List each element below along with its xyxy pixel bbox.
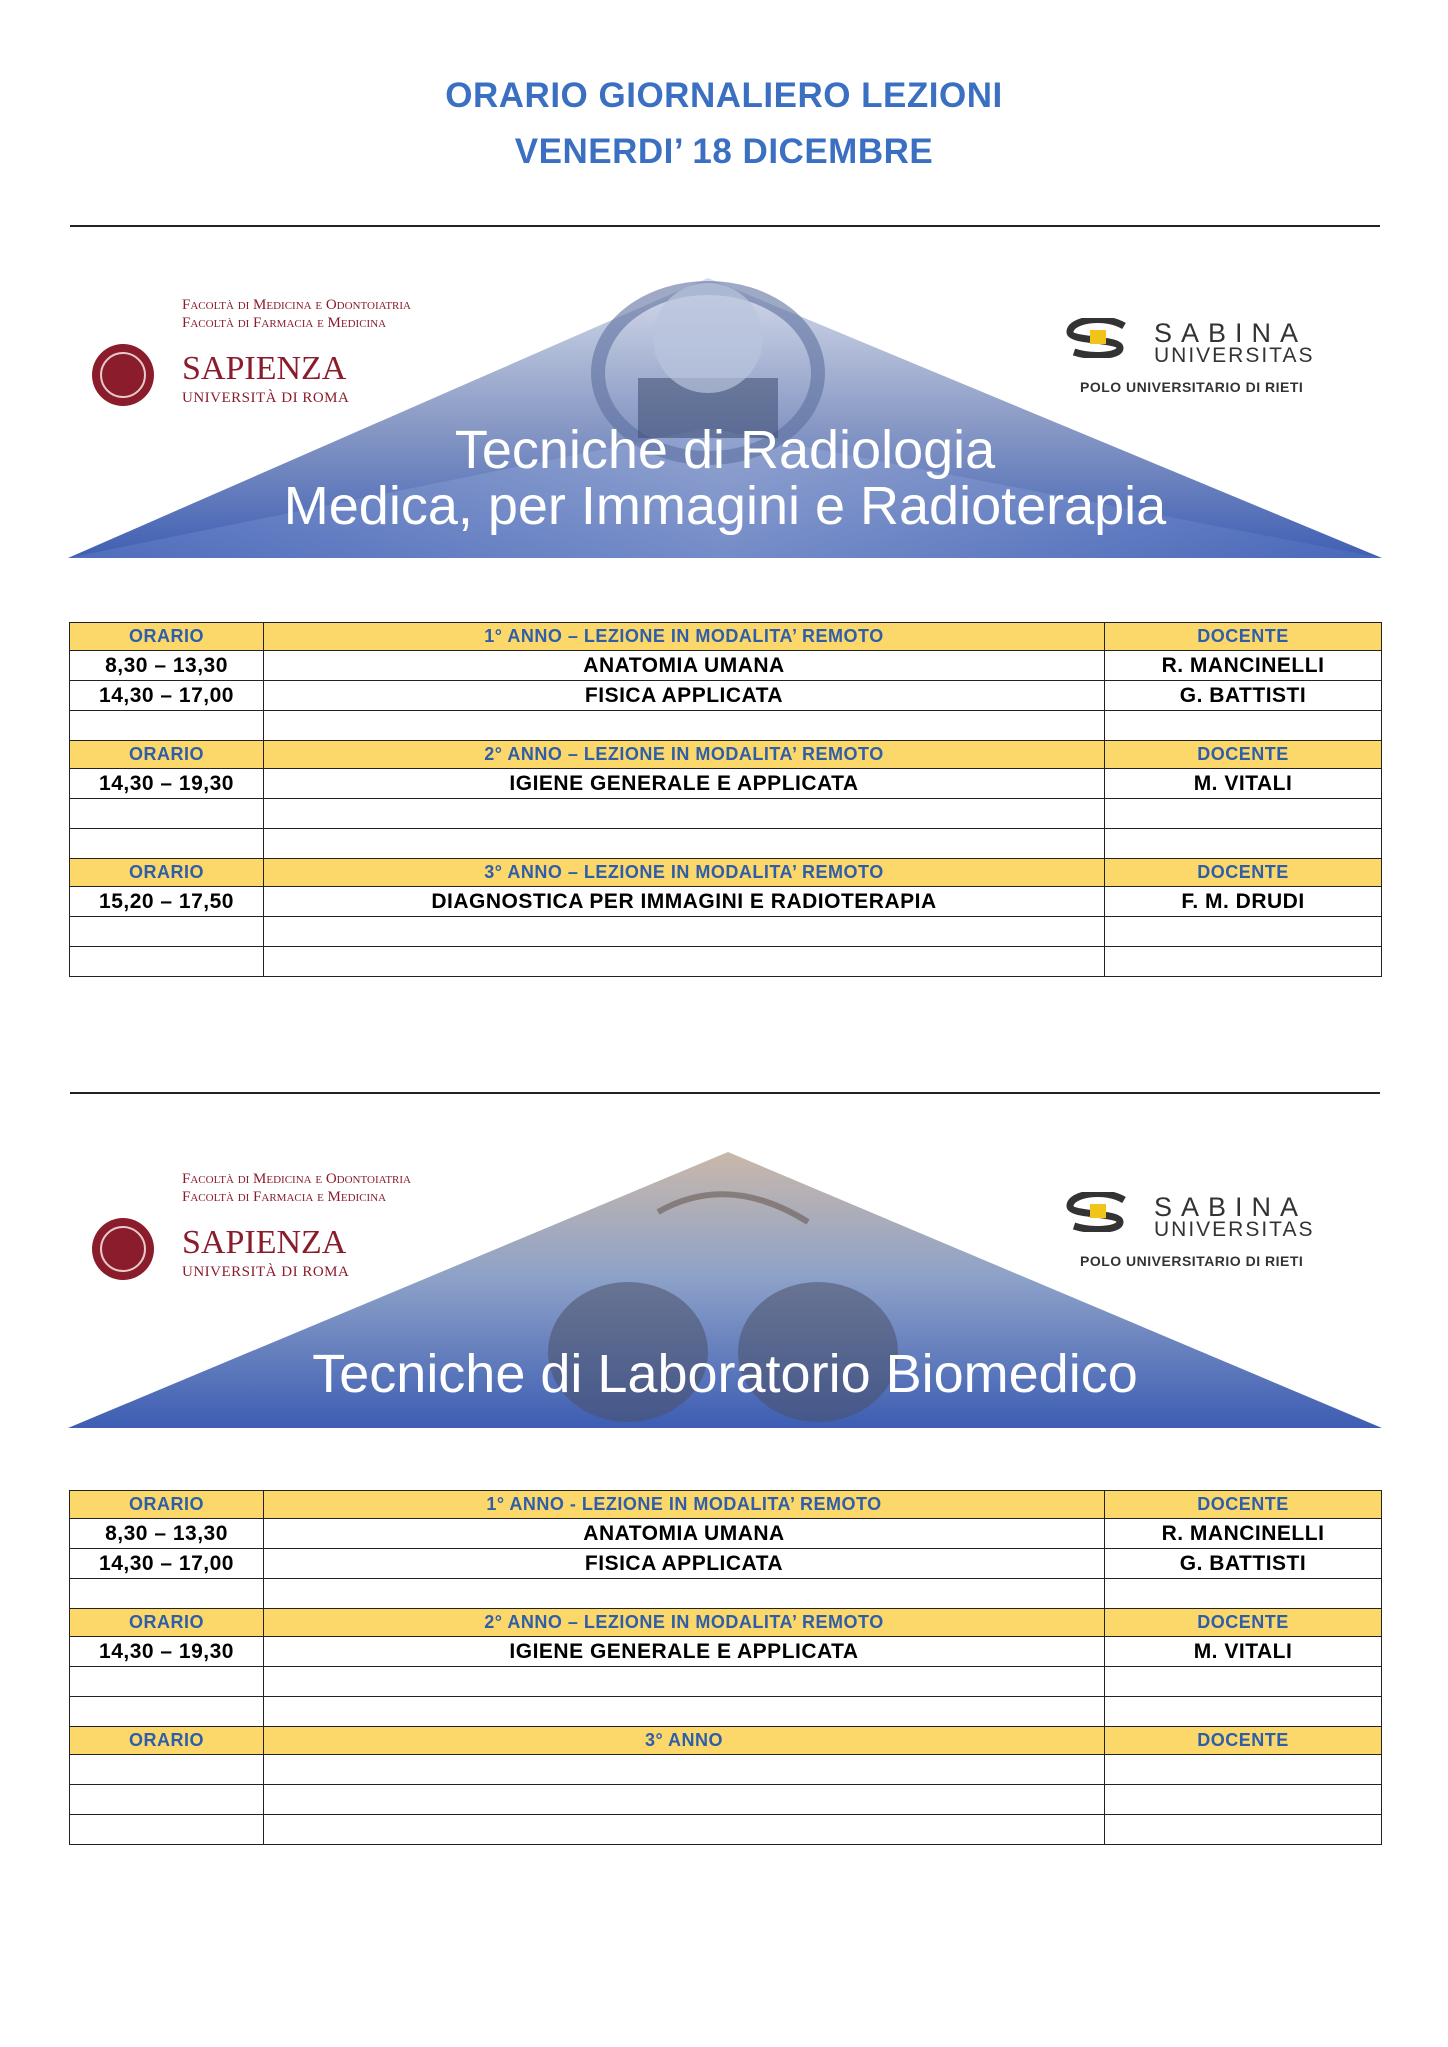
banner-title-line2: Medica, per Immagini e Radioterapia — [283, 476, 1167, 536]
cell-time — [70, 1815, 264, 1845]
header-docente: DOCENTE — [1105, 1491, 1382, 1519]
banner-laboratorio — [68, 1152, 1382, 1432]
cell-teacher — [1105, 1755, 1382, 1785]
table-row — [70, 1785, 1382, 1815]
cell-teacher — [1105, 1697, 1382, 1727]
table-row — [70, 887, 1382, 917]
cell-teacher — [1105, 829, 1382, 859]
cell-teacher — [1105, 1785, 1382, 1815]
sabina-sub: POLO UNIVERSITARIO DI RIETI — [1080, 1253, 1304, 1269]
header-orario: ORARIO — [70, 741, 264, 769]
cell-teacher: M. VITALI — [1105, 769, 1382, 799]
table-header-row — [70, 623, 1382, 651]
sabina-line1: SABINA — [1154, 1192, 1308, 1222]
header-anno: 2° ANNO – LEZIONE IN MODALITA’ REMOTO — [264, 741, 1105, 769]
cell-course — [264, 1667, 1105, 1697]
table-row — [70, 1579, 1382, 1609]
cell-time — [70, 799, 264, 829]
cell-course — [264, 1815, 1105, 1845]
cell-course — [264, 947, 1105, 977]
table-row — [70, 1697, 1382, 1727]
table-row — [70, 1755, 1382, 1785]
cell-course: IGIENE GENERALE E APPLICATA — [264, 769, 1105, 799]
sabina-logo-icon — [1064, 318, 1130, 358]
cell-time: 14,30 – 17,00 — [70, 1549, 264, 1579]
cell-course — [264, 799, 1105, 829]
cell-course: DIAGNOSTICA PER IMMAGINI E RADIOTERAPIA — [264, 887, 1105, 917]
header-orario: ORARIO — [70, 623, 264, 651]
cell-teacher — [1105, 1579, 1382, 1609]
cell-teacher — [1105, 1815, 1382, 1845]
divider-top — [70, 225, 1380, 227]
table-row — [70, 711, 1382, 741]
cell-time: 8,30 – 13,30 — [70, 1519, 264, 1549]
cell-time: 15,20 – 17,50 — [70, 887, 264, 917]
cell-teacher — [1105, 711, 1382, 741]
schedule-table-laboratorio — [69, 1490, 1382, 1845]
sapienza-sub: UNIVERSITÀ DI ROMA — [182, 390, 350, 406]
sabina-line2: UNIVERSITAS — [1154, 344, 1315, 367]
cell-course — [264, 1785, 1105, 1815]
cell-teacher: R. MANCINELLI — [1105, 651, 1382, 681]
faculty-line1: Facoltà di Medicina e Odontoiatria — [182, 297, 411, 313]
header-docente: DOCENTE — [1105, 623, 1382, 651]
sabina-line2: UNIVERSITAS — [1154, 1218, 1315, 1241]
header-anno: 2° ANNO – LEZIONE IN MODALITA’ REMOTO — [264, 1609, 1105, 1637]
banner-title-line1: Tecniche di Laboratorio Biomedico — [312, 1344, 1138, 1404]
cell-teacher: F. M. DRUDI — [1105, 887, 1382, 917]
sapienza-seal-icon — [92, 344, 154, 406]
table-row — [70, 651, 1382, 681]
sabina-line1: SABINA — [1154, 318, 1308, 348]
faculty-line2: Facoltà di Farmacia e Medicina — [182, 315, 387, 331]
table-header-row — [70, 1609, 1382, 1637]
cell-course: FISICA APPLICATA — [264, 1549, 1105, 1579]
cell-time — [70, 1579, 264, 1609]
cell-course — [264, 711, 1105, 741]
cell-course — [264, 1697, 1105, 1727]
table-row — [70, 681, 1382, 711]
header-anno: 1° ANNO – LEZIONE IN MODALITA’ REMOTO — [264, 623, 1105, 651]
header-orario: ORARIO — [70, 1491, 264, 1519]
header-anno: 3° ANNO – LEZIONE IN MODALITA’ REMOTO — [264, 859, 1105, 887]
table-row — [70, 1549, 1382, 1579]
cell-teacher — [1105, 947, 1382, 977]
sapienza-seal-icon — [92, 1218, 154, 1280]
page-title-line2: VENERDI’ 18 DICEMBRE — [514, 132, 934, 171]
table-row — [70, 799, 1382, 829]
cell-course — [264, 1579, 1105, 1609]
header-docente: DOCENTE — [1105, 859, 1382, 887]
cell-teacher: R. MANCINELLI — [1105, 1519, 1382, 1549]
table-row — [70, 769, 1382, 799]
cell-time: 14,30 – 19,30 — [70, 769, 264, 799]
table-row — [70, 1519, 1382, 1549]
cell-course — [264, 1755, 1105, 1785]
banner-radiologia — [68, 278, 1382, 562]
banner-title-line1: Tecniche di Radiologia — [454, 420, 996, 480]
sapienza-name: SAPIENZA — [182, 1224, 347, 1261]
cell-time — [70, 917, 264, 947]
table-header-row — [70, 1491, 1382, 1519]
cell-time — [70, 1667, 264, 1697]
cell-time: 14,30 – 17,00 — [70, 681, 264, 711]
cell-time — [70, 947, 264, 977]
page-title-line1: ORARIO GIORNALIERO LEZIONI — [445, 76, 1003, 115]
header-docente: DOCENTE — [1105, 1609, 1382, 1637]
cell-course: IGIENE GENERALE E APPLICATA — [264, 1637, 1105, 1667]
sabina-sub: POLO UNIVERSITARIO DI RIETI — [1080, 379, 1304, 395]
sapienza-name: SAPIENZA — [182, 350, 347, 387]
cell-course — [264, 829, 1105, 859]
cell-teacher: M. VITALI — [1105, 1637, 1382, 1667]
cell-course: FISICA APPLICATA — [264, 681, 1105, 711]
faculty-line1: Facoltà di Medicina e Odontoiatria — [182, 1171, 411, 1187]
table-header-row — [70, 741, 1382, 769]
header-orario: ORARIO — [70, 859, 264, 887]
table-row — [70, 947, 1382, 977]
cell-teacher: G. BATTISTI — [1105, 1549, 1382, 1579]
header-orario: ORARIO — [70, 1727, 264, 1755]
divider-middle — [70, 1092, 1380, 1094]
sapienza-sub: UNIVERSITÀ DI ROMA — [182, 1264, 350, 1280]
table-header-row — [70, 1727, 1382, 1755]
cell-teacher: G. BATTISTI — [1105, 681, 1382, 711]
cell-teacher — [1105, 917, 1382, 947]
table-row — [70, 1815, 1382, 1845]
cell-course — [264, 917, 1105, 947]
cell-time: 8,30 – 13,30 — [70, 651, 264, 681]
header-docente: DOCENTE — [1105, 741, 1382, 769]
header-docente: DOCENTE — [1105, 1727, 1382, 1755]
sabina-logo-icon — [1064, 1192, 1130, 1232]
header-orario: ORARIO — [70, 1609, 264, 1637]
cell-time — [70, 711, 264, 741]
table-row — [70, 1667, 1382, 1697]
cell-time — [70, 1755, 264, 1785]
cell-teacher — [1105, 1667, 1382, 1697]
faculty-line2: Facoltà di Farmacia e Medicina — [182, 1189, 387, 1205]
schedule-table-radiologia — [69, 622, 1382, 977]
table-row — [70, 829, 1382, 859]
header-anno: 3° ANNO — [264, 1727, 1105, 1755]
cell-time — [70, 1785, 264, 1815]
cell-time — [70, 829, 264, 859]
cell-time — [70, 1697, 264, 1727]
cell-time: 14,30 – 19,30 — [70, 1637, 264, 1667]
header-anno: 1° ANNO - LEZIONE IN MODALITA’ REMOTO — [264, 1491, 1105, 1519]
table-row — [70, 917, 1382, 947]
cell-course: ANATOMIA UMANA — [264, 651, 1105, 681]
cell-teacher — [1105, 799, 1382, 829]
table-header-row — [70, 859, 1382, 887]
table-row — [70, 1637, 1382, 1667]
cell-course: ANATOMIA UMANA — [264, 1519, 1105, 1549]
